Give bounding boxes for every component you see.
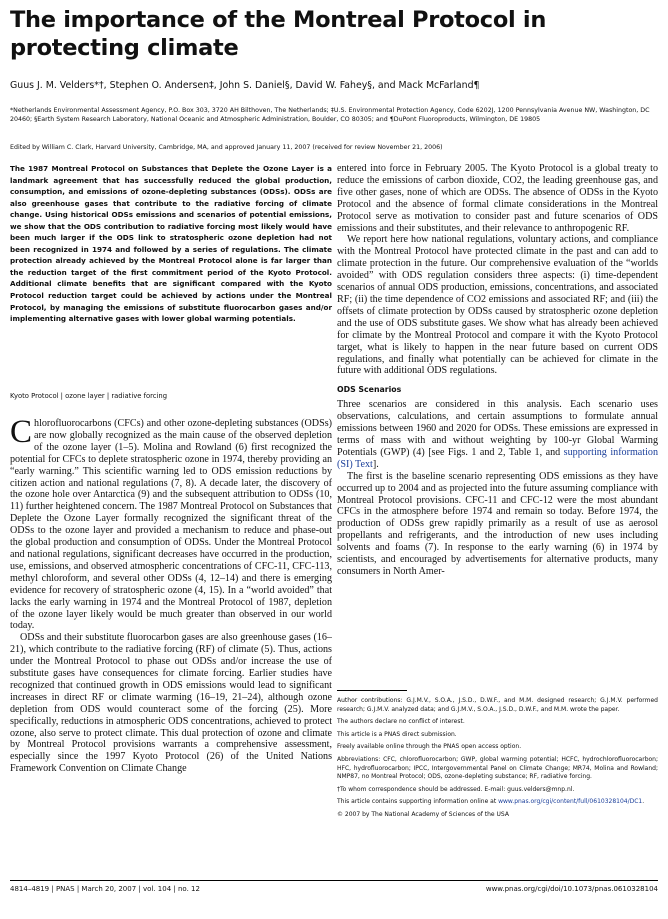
body-text: ].	[372, 458, 379, 470]
keywords: Kyoto Protocol | ozone layer | radiative forcing	[10, 392, 168, 400]
section-heading: ODS Scenarios	[337, 385, 402, 395]
citation-info: 4814–4819 | PNAS | March 20, 2007 | vol. 104 | no. 12	[10, 885, 200, 893]
abbreviations: Abbreviations: CFC, chlorofluorocarbon; GWP, global warming potential; HCFC, hydrochlorofluorocarbon; HFC, hydrofluorocarbon; IPCC, Intergovernmental Panel on Climate Change; MR74, Molina and Rowland; NMP87, no Montreal Protocol; ODS, ozone-depleting substance; RF, radiative forcing.	[337, 755, 658, 781]
affiliations: *Netherlands Environmental Assessment Agency, P.O. Box 303, 3720 AH Bilthoven, The Netherlands; ‡U.S. Environmental Protection Agency, Code 6202J, 1200 Pennsylvania Avenue NW, Washington, DC 20460; §Earth System Research Laboratory, National Oceanic and Atmospheric Administration, Boulder, CO 80305; and ¶DuPont Fluoroproducts, Wilmington, DE 19805	[10, 107, 650, 123]
doi-link[interactable]: www.pnas.org/cgi/doi/10.1073/pnas.0610328104	[485, 885, 658, 893]
supporting-info-note	[337, 798, 658, 807]
body-paragraph: entered into force in February 2005. The Kyoto Protocol is a global treaty to reduce the emissions of carbon dioxide, CO2, the leading greenhouse gas, and five other gases, none of which are ODSs. The absence of ODSs in the Kyoto Protocol and the absence of formal climate considerations in the Montreal Protocol serve as motivation to consider past and future scenarios of ODS emissions and their substitutes, and their relevance to anthropogenic RF.	[337, 163, 658, 234]
body-column-right	[337, 163, 658, 693]
supporting-information-link[interactable]: supporting information (SI) Text	[337, 446, 658, 470]
page-footer	[10, 880, 658, 893]
si-url-link[interactable]: www.pnas.org/cgi/content/full/0610328104/DC1	[498, 798, 643, 806]
body-paragraph: We report here how national regulations, voluntary actions, and compliance with the Montreal Protocol have protected climate in the past and can add to climate protection in the future. Our comprehensive evaluation of the “worlds avoided” with ODS regulation considers three aspects: (i) time-dependent scenarios of annual ODS production, emissions, concentrations, and associated RF; (ii) the time dependence of CO2 emissions and associated RF; and (iii) the offsets of climate protection by ODSs caused by stratospheric ozone depletion and the use of ODS substitute gases. We show what has already been achieved for climate by the Montreal Protocol and compare it with the Kyoto Protocol target, what is likely to happen in the near future based on current ODS regulations, and finally what potentially can be achieved for climate in the future with additional ODS regulations.	[337, 234, 658, 377]
body-paragraph: The first is the baseline scenario representing ODS emissions as they have occurred up to 2004 and as projected into the future assuming compliance with Montreal Protocol provisions. CFC-11 and CFC-12 were the most abundant CFCs in the atmosphere before 1974 and remain so today. Before 1974, the production of ODSs grew rapidly primarily as a result of use as aerosol propellants and refrigerants, and the introduction of new uses including solvents and foams (7). In response to the early warning (6) in 1974 by scientists, and encouraged by advertisements for alternative products, many consumers in North Amer-	[337, 470, 658, 577]
conflict-statement: The authors declare no conflict of interest.	[337, 718, 465, 726]
body-paragraph	[337, 399, 658, 470]
copyright: © 2007 by The National Academy of Sciences of the USA	[337, 810, 509, 818]
intro-text: hlorofluorocarbons (CFCs) and other ozone-depleting substances (ODSs) are now globally recognized as the main cause of the observed depletion of the ozone layer (1–5). Molina and Rowland (6) first recognized the potential for CFCs to deplete stratospheric ozone in 1974, thereby providing an “early warning.” This scientific warning led to ODS emission reductions by citizen action and national regulations (7, 8). A decade later, the discovery of the ozone hole over Antarctica (9) and the subsequent attribution to ODSs (10, 11) further heightened concern. The 1987 Montreal Protocol on Substances that Deplete the Ozone Layer formally recognized the significant threat of the ODSs to the ozone layer and provided a mechanism to reduce and phase-out the global production and consumption of ODSs. Under the Montreal Protocol and national regulations, significant decreases have occurred in the production, use, emissions, and observed atmospheric concentrations of CFC-11, CFC-113, methyl chloroform, and several other ODSs (4, 12–14) and there is emerging evidence for recovery of stratospheric ozone (4, 15). In a “world avoided” that lacks the early warning in 1974 and the Montreal Protocol of 1987, depletion of the ozone layer likely would be much greater than observed in our world today.	[10, 418, 332, 632]
si-text: This article contains supporting information online at	[337, 798, 499, 806]
si-text: .	[642, 798, 645, 806]
submission-note: This article is a PNAS direct submission.	[337, 730, 457, 738]
edited-by-line: Edited by William C. Clark, Harvard University, Cambridge, MA, and approved January 11, 2007 (received for review November 21, 2006)	[10, 144, 443, 151]
author-list: Guus J. M. Velders*†, Stephen O. Andersen‡, John S. Daniel§, David W. Fahey§, and Mack McFarland¶	[10, 80, 480, 91]
body-text: Three scenarios are considered in this analysis. Each scenario uses observations, calculations, and certain assumptions to formulate annual emissions between 1960 and 2020 for ODSs. These emissions are expressed in terms of mass with and without weighting by 100-yr Global Warming Potentials (GWP) (4) [see Figs. 1 and 2, Table 1, and	[337, 399, 658, 458]
intro-paragraph	[10, 418, 332, 632]
body-paragraph: ODSs and their substitute fluorocarbon gases are also greenhouse gases (16–21), which contribute to the radiative forcing (RF) of climate (5). Thus, actions under the Montreal Protocol to phase out ODSs and/or increase the use of substitute gases have consequences for climate forcing. Earlier studies have recognized that continued growth in ODS emissions would lead to significant increases in direct RF or climate warming (16–19, 21–24), although ozone depletion from ODS would counteract some of the forcing (25). More specifically, reductions in atmospheric ODS concentrations, achieved to protect ozone, also serve to protect climate. This dual protection of ozone and climate by Montreal Protocol provisions warrants a comprehensive assessment, especially since the 1997 Kyoto Protocol (26) of the United Nations Framework Convention on Climate Change	[10, 632, 332, 775]
abstract: The 1987 Montreal Protocol on Substances that Deplete the Ozone Layer is a landmark agreement that has successfully reduced the global production, consumption, and emissions of ozone-depleting substances (ODSs). ODSs are also greenhouse gases that contribute to the radiative forcing of climate change. Using historical ODSs emissions and scenarios of potential emissions, we show that the ODS contribution to radiative forcing most likely would have been much larger if the ODS link to stratospheric ozone depletion had not been recognized in 1974 and followed by a series of regulations. The climate protection already achieved by the Montreal Protocol alone is far larger than the reduction target of the first commitment period of the Kyoto Protocol. Additional climate benefits that are significant compared with the Kyoto Protocol reduction target could be achieved by actions under the Montreal Protocol, by managing the emissions of substitute fluorocarbon gases and/or implementing alternative gases with lower global warming potentials.	[10, 164, 332, 324]
correspondence: †To whom correspondence should be addressed. E-mail: guus.velders@mnp.nl.	[337, 785, 575, 793]
footnotes	[337, 697, 658, 824]
body-column-left	[10, 418, 332, 880]
drop-cap: C	[10, 418, 33, 450]
paper-title: The importance of the Montreal Protocol in protecting climate	[10, 7, 547, 61]
author-contributions: Author contributions: G.J.M.V., S.O.A., J.S.D., D.W.F., and M.M. designed research; G.J.M.V. performed research; G.J.M.V. analyzed data; and G.J.M.V., S.O.A., J.S.D., D.W.F., and M.M. wrote the paper.	[337, 697, 658, 713]
open-access-note: Freely available online through the PNAS open access option.	[337, 743, 522, 751]
footnote-divider	[337, 690, 407, 691]
